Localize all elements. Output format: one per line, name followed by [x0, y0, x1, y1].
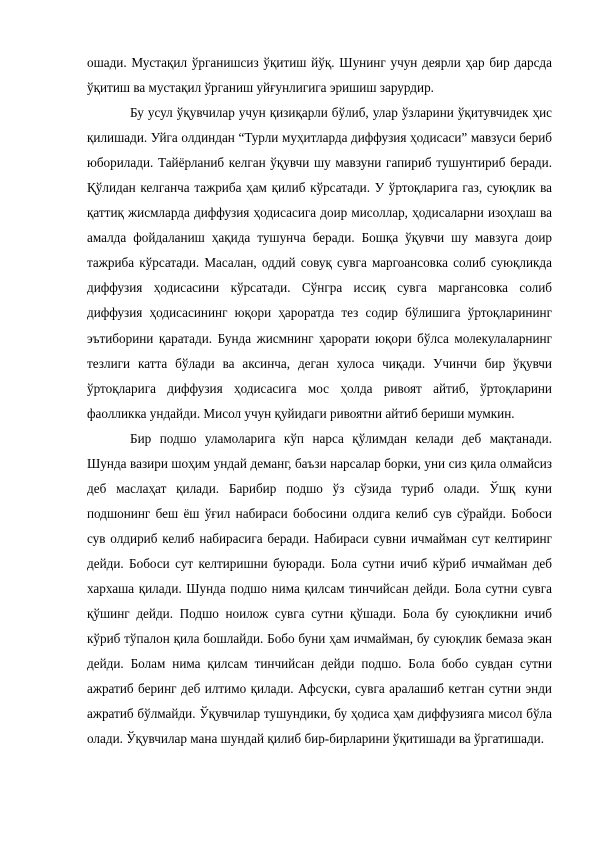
- paragraph-2: Бу усул ўқувчилар учун қизиқарли бўлиб, улар ўзларини ўқитувчидек ҳис қилишади. Уйга олдиндан “Турли муҳитларда диффузия ҳодисаси” мавзуси бериб юборилади. Тайёрланиб келган ўқувчи шу мавзуни гапириб тушунтириб беради. Қўлидан келганча тажриба ҳам қилиб кўрсатади. У ўртоқларига газ, суюқлик ва қаттиқ жисмларда диффузия ҳодисасига доир мисоллар, ҳодисаларни изоҳлаш ва амалда фойдаланиш ҳақида тушунча беради. Бошқа ўқувчи шу мавзуга доир тажриба кўрсатади. Масалан, оддий совуқ сувга маргоансовка солиб суюқликда диффузия ҳодисасини кўрсатади. Сўнгра иссиқ сувга маргансовка солиб диффузия ҳодисасининг юқори ҳароратда тез содир бўлишига ўртоқларининг эътиборини қаратади. Бунда жисмнинг ҳарорати юқори бўлса молекулаларнинг тезлиги катта бўлади ва аксинча, деган хулоса чиқади. Учинчи бир ўқувчи ўртоқларига диффузия ҳодисасига мос ҳолда ривоят айтиб, ўртоқларини фаолликка ундайди. Мисол учун қуйидаги ривоятни айтиб бериши мумкин.: [87, 105, 552, 421]
- document-body: [87, 50, 552, 751]
- paragraph-1: ошади. Мустақил ўрганишсиз ўқитиш йўқ. Шунинг учун деярли ҳар бир дарсда ўқитиш ва мустақил ўрганиш уйғунлигига эришиш зарурдир.: [87, 55, 552, 96]
- paragraph-3: Бир подшо уламоларига кўп нарса қўлимдан келади деб мақтанади. Шунда вазири шоҳим ундай деманг, баъзи нарсалар борки, уни сиз қила олмайсиз деб маслаҳат қилади. Барибир подшо ўз сўзида туриб олади. Ўшқ куни подшонинг беш ёш ўғил набираси бобосини олдига келиб сув сўрайди. Бобоси сув олдириб келиб набирасига беради. Набираси сувни ичмайман сут келтиринг дейди. Бобоси сут келтиришни буюради. Бола сутни ичиб кўриб ичмайман деб хархаша қилади. Шунда подшо нима қилсам тинчийсан дейди. Бола сутни сувга қўшинг дейди. Подшо ноилож сувга сутни қўшади. Бола бу суюқликни ичиб кўриб тўпалон қила бошлайди. Бобо буни ҳам ичмайман, бу суюқлик бемаза экан дейди. Болам нима қилсам тинчийсан дейди подшо. Бола бобо сувдан сутни ажратиб беринг деб илтимо қилади. Афсуски, сувга аралашиб кетган сутни энди ажратиб бўлмайди. Ўқувчилар тушундики, бу ҳодиса ҳам диффузияга мисол бўла олади. Ўқувчилар мана шундай қилиб бир-бирларини ўқитишади ва ўргатишади.: [87, 430, 552, 747]
